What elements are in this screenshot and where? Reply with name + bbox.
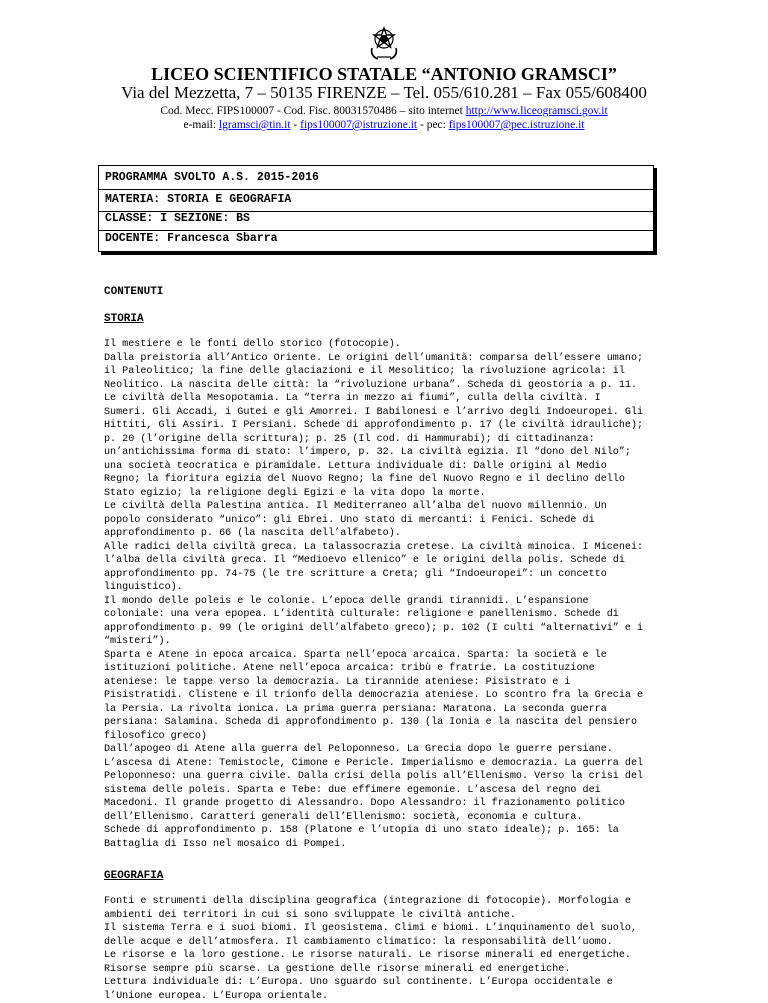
website-link[interactable]: http://www.liceogramsci.gov.it bbox=[466, 105, 608, 117]
geografia-text-line: Lettura individuale di: L’Europa. Uno sguardo sul continente. L’Europa occidentale e bbox=[104, 976, 664, 990]
storia-text-line: Sumeri. Gli Accadi, i Gutei e gli Amorrei. I Babilonesi e l’arrivo degli Indoeuropei. Gli bbox=[104, 406, 664, 420]
storia-text-line: Schede di approfondimento p. 158 (Platone e l’utopia di uno stato ideale); p. 165: la bbox=[104, 824, 664, 838]
info-box bbox=[98, 165, 654, 252]
storia-text-line: “misteri”). bbox=[104, 635, 664, 649]
storia-text-line: Dall’apogeo di Atene alla guerra del Peloponneso. La Grecia dopo le guerre persiane. bbox=[104, 743, 664, 757]
storia-text-line: approfondimento pp. 74-75 (le tre scritture a Creta; gli “Indoeuropei”: un concetto bbox=[104, 568, 664, 582]
geografia-text-line: Il sistema Terra e i suoi biomi. Il geosistema. Climi e biomi. L’inquinamento del suolo, bbox=[104, 922, 664, 936]
storia-text-line: l’alba della civiltà greca. Il “Medioevo ellenico” e le origini della polis. Schede di bbox=[104, 554, 664, 568]
programma-title: PROGRAMMA SVOLTO A.S. 2015-2016 bbox=[105, 168, 647, 188]
geografia-text-line: Risorse sempre più scarse. La gestione delle risorse minerali ed energetiche. bbox=[104, 963, 664, 977]
geografia-heading: GEOGRAFIA bbox=[104, 869, 163, 883]
istruzione-email-link[interactable]: fips100007@istruzione.it bbox=[300, 119, 417, 131]
school-name: LICEO SCIENTIFICO STATALE “ANTONIO GRAMSCI” bbox=[0, 64, 768, 84]
pec-email-link[interactable]: fips100007@pec.istruzione.it bbox=[449, 119, 585, 131]
contenuti-heading: CONTENUTI bbox=[104, 285, 163, 299]
storia-text-line: Il mondo delle poleis e le colonie. L’epoca delle grandi tirannidi. L’espansione bbox=[104, 595, 664, 609]
storia-text-line: Stato egizio; la religione degli Egizi e la vita dopo la morte. bbox=[104, 487, 664, 501]
storia-text-line: il Paleolitico; la fine delle glaciazioni e il Mesolitico; la rivoluzione agricola: il bbox=[104, 365, 664, 379]
storia-text-line: Peloponneso: una guerra civile. Dalla crisi della polis all’Ellenismo. Verso la crisi del bbox=[104, 770, 664, 784]
school-codes: Cod. Mecc. FIPS100007 - Cod. Fisc. 80031570486 – sito internet bbox=[160, 105, 465, 117]
storia-heading: STORIA bbox=[104, 312, 144, 326]
geografia-text-line: Le risorse e la loro gestione. Le risorse naturali. Le risorse minerali ed energetiche. bbox=[104, 949, 664, 963]
storia-text-line: Il mestiere e le fonti dello storico (fotocopie). bbox=[104, 338, 664, 352]
geografia-text-line: l’Unione europea. L’Europa orientale. bbox=[104, 990, 664, 1003]
storia-text-line: filosofico greco) bbox=[104, 730, 664, 744]
storia-text-line: Neolitico. La nascita delle città: la “rivoluzione urbana”. Scheda di geostoria a p. 11. bbox=[104, 379, 664, 393]
storia-text-line: una società teocratica e piramidale. Lettura individuale di: Dalle origini al Medio bbox=[104, 460, 664, 474]
storia-text-line: persiana: Salamina. Scheda di approfondimento p. 130 (la Ionia e la nascita del pensiero bbox=[104, 716, 664, 730]
storia-text-line: Battaglia di Isso nel mosaico di Pompei. bbox=[104, 838, 664, 852]
storia-text-line: un’antichissima forma di stato: l’impero, p. 32. La civiltà egizia. Il “dono del Nilo”; bbox=[104, 446, 664, 460]
materia-field: MATERIA: STORIA E GEOGRAFIA bbox=[105, 190, 647, 210]
storia-text-line: Alle radici della civiltà greca. La talassocrazia cretese. La civiltà minoica. I Micenei: bbox=[104, 541, 664, 555]
contact-line bbox=[0, 118, 768, 132]
storia-text-line: Sparta e Atene in epoca arcaica. Sparta nell’epoca arcaica. Sparta: la società e le bbox=[104, 649, 664, 663]
storia-text-line: popolo considerato “unico”: gli Ebrei. Uno stato di mercanti: i Fenici. Schede di bbox=[104, 514, 664, 528]
storia-text-line: coloniale: una vera epopea. L’identità culturale: religione e panellenismo. Schede di bbox=[104, 608, 664, 622]
email-separator: - bbox=[291, 119, 301, 131]
storia-text-line: L’ascesa di Atene: Temistocle, Cimone e Pericle. Imperialismo e democrazia. La guerra del bbox=[104, 757, 664, 771]
geografia-text-line: ambienti dei territori in cui si sono sviluppate le civiltà antiche. bbox=[104, 909, 664, 923]
storia-text-line: Regno; la fioritura egizia del Nuovo Regno; la fine del Nuovo Regno e il declino dello bbox=[104, 473, 664, 487]
storia-text-line: Pisistratidi. Clistene e il trionfo della democrazia ateniese. Lo scontro fra la Grecia e bbox=[104, 689, 664, 703]
storia-paragraph bbox=[104, 338, 664, 851]
storia-text-line: Hittiti, Gli Assiri. I Persiani. Schede di approfondimento p. 17 (le civiltà idrauliche); bbox=[104, 419, 664, 433]
classe-field: CLASSE: I SEZIONE: BS bbox=[105, 209, 647, 229]
storia-text-line: Le civiltà della Palestina antica. Il Mediterraneo all’alba del nuovo millennio. Un bbox=[104, 500, 664, 514]
storia-text-line: Macedoni. Il grande progetto di Alessandro. Dopo Alessandro: il frazionamento politico bbox=[104, 797, 664, 811]
docente-field: DOCENTE: Francesca Sbarra bbox=[105, 229, 647, 249]
email-link[interactable]: lgramsci@tin.it bbox=[219, 119, 291, 131]
geografia-paragraph bbox=[104, 895, 664, 1003]
storia-text-line: sistema delle poleis. Sparta e Tebe: due effimere egemonie. L’ascesa del regno dei bbox=[104, 784, 664, 798]
storia-text-line: la Persia. La rivolta ionica. La prima guerra persiana: Maratona. La seconda guerra bbox=[104, 703, 664, 717]
storia-text-line: Dalla preistoria all’Antico Oriente. Le origini dell’umanità: comparsa dell’essere umano; bbox=[104, 352, 664, 366]
italian-republic-emblem-icon bbox=[368, 26, 400, 62]
storia-text-line: p. 20 (l’origine della scrittura); p. 25 (Il cod. di Hammurabi); di cittadinanza: bbox=[104, 433, 664, 447]
storia-text-line: istituzioni politiche. Atene nell’epoca arcaica: tribù e fratrie. La costituzione bbox=[104, 662, 664, 676]
storia-text-line: dell’Ellenismo. Caratteri generali dell’Ellenismo: società, economia e cultura. bbox=[104, 811, 664, 825]
school-address: Via del Mezzetta, 7 – 50135 FIRENZE – Tel. 055/610.281 – Fax 055/608400 bbox=[0, 83, 768, 103]
storia-text-line: Le civiltà della Mesopotamia. La “terra in mezzo ai fiumi”, culla della civiltà. I bbox=[104, 392, 664, 406]
email-label: e-mail: bbox=[183, 119, 218, 131]
school-codes-line bbox=[0, 104, 768, 118]
storia-text-line: approfondimento p. 66 (la nascita dell’alfabeto). bbox=[104, 527, 664, 541]
pec-label: - pec: bbox=[417, 119, 449, 131]
storia-text-line: linguistico). bbox=[104, 581, 664, 595]
storia-text-line: ateniese: le tappe verso la democrazia. La tirannide ateniese: Pisistrato e i bbox=[104, 676, 664, 690]
geografia-text-line: delle acque e dell’atmosfera. Il cambiamento climatico: la responsabilità dell’uomo. bbox=[104, 936, 664, 950]
geografia-text-line: Fonti e strumenti della disciplina geografica (integrazione di fotocopie). Morfologia e bbox=[104, 895, 664, 909]
storia-text-line: approfondimento p. 99 (le origini dell’alfabeto greco); p. 102 (I culti “alternativi” e i bbox=[104, 622, 664, 636]
